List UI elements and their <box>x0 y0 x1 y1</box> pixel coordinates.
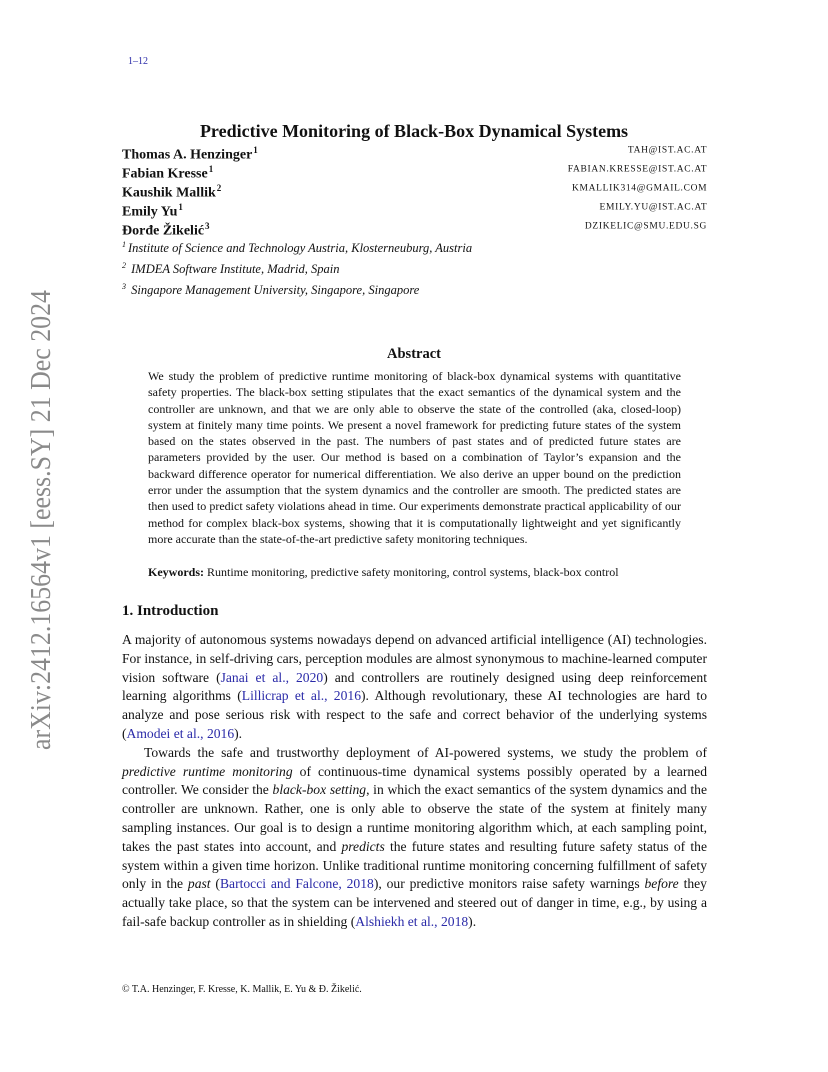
citation-link[interactable]: Amodei et al., 2016 <box>126 725 235 741</box>
author-email: FABIAN.KRESSE@IST.AC.AT <box>567 163 707 175</box>
author-email: EMILY.YU@IST.AC.AT <box>599 201 707 213</box>
author-row <box>122 160 707 182</box>
paper-title: Predictive Monitoring of Black-Box Dynamical Systems <box>199 121 629 141</box>
citation-link[interactable]: Lillicrap et al., 2016 <box>241 688 361 704</box>
author-email: KMALLIK314@GMAIL.COM <box>571 182 707 194</box>
citation-link[interactable]: Alshiekh et al., 2018 <box>355 913 469 929</box>
paragraph: Towards the safe and trustworthy deployment of AI-powered systems, we study the problem of predictive runtime monitoring of continuous-time dynamical systems possibly operated by a learned controller. We consider the black-box setting, in which the exact semantics of the system dynamics and the controller are unknown. Rather, one is only able to observe the state of the system at finitely many sampling instances. Our goal is to design a runtime monitoring algorithm which, at each sampling point, takes the past states into account, and predicts the future states and resulting future safety status of the system within a given time horizon. Unlike traditional runtime monitoring concerning fulfillment of safety only in the past (Bartocci and Falcone, 2018), our predictive monitors raise safety warnings before they actually take place, so that the system can be intervened and steered out of danger in time, e.g., by using a fail-safe backup controller as in shielding (Alshiekh et al., 2018). <box>122 744 707 929</box>
citation-link[interactable]: Bartocci and Falcone, 2018 <box>219 876 374 892</box>
author-name: Đorđe Žikelić$^3$ <box>122 221 210 239</box>
author-row <box>122 179 707 201</box>
author-name: Fabian Kresse$^1$ <box>122 164 214 182</box>
arxiv-identifier: arXiv:2412.16564v1 [eess.SY] 21 Dec 2024 <box>25 290 56 750</box>
author-name: Emily Yu$^1$ <box>122 202 183 220</box>
keywords <box>148 565 688 580</box>
paragraph: A majority of autonomous systems nowadays depend on advanced artificial intelligence (AI) technologies. For instance, in self-driving cars, perception modules are almost synonymous to machine-learned computer vision software (Janai et al., 2020) and controllers are routinely designed using deep reinforcement learning algorithms (Lillicrap et al., 2016). Although revolutionary, these AI technologies are hard to analyze and pose serious risk with respect to the safe and correct behavior of the underlying systems (Amodei et al., 2016). <box>122 632 707 741</box>
affiliation: $^1$ Institute of Science and Technology Austria, Klosterneuburg, Austria <box>122 240 473 256</box>
author-list <box>122 141 707 239</box>
keywords-text: Runtime monitoring, predictive safety monitoring, control systems, black-box control <box>207 565 619 579</box>
affiliation: $^3$ Singapore Management University, Singapore, Singapore <box>122 282 420 298</box>
author-row <box>122 141 707 163</box>
abstract-heading: Abstract <box>387 346 441 362</box>
affiliation: $^2$ IMDEA Software Institute, Madrid, Spain <box>122 261 340 277</box>
introduction-body <box>122 631 707 932</box>
author-email: TAH@IST.AC.AT <box>627 144 707 156</box>
section-heading: 1. Introduction <box>122 603 219 619</box>
copyright-footer: © T.A. Henzinger, F. Kresse, K. Mallik, E. Yu & Đ. Žikelić. <box>122 984 362 995</box>
keywords-label: Keywords: <box>148 565 204 579</box>
abstract-body: We study the problem of predictive runtime monitoring of black-box dynamical systems with quantitative safety properties. The black-box setting stipulates that the exact semantics of the dynamical system and the controller are unknown, and that we are only able to observe the state of the controlled (aka, closed-loop) system at finitely many time points. We present a novel framework for predicting future states of the system based on the states observed in the past. The numbers of past states and of predicted future states are parameters provided by the user. Our method is based on a combination of Taylor’s expansion and the backward difference operator for numerical differentiation. We also derive an upper bound on the prediction error under the assumption that the system dynamics and the controller are smooth. The predicted states are then used to predict safety violations ahead in time. Our experiments demonstrate practical applicability of our method for complex black-box systems, showing that it is computationally lightweight and yet significantly more accurate than the state-of-the-art predictive safety monitoring techniques. <box>148 369 681 546</box>
author-email: DZIKELIC@SMU.EDU.SG <box>584 220 707 232</box>
page-range: 1–12 <box>128 56 148 67</box>
citation-link[interactable]: Janai et al., 2020 <box>220 669 324 685</box>
affiliation-list <box>122 234 707 297</box>
author-name: Thomas A. Henzinger$^1$ <box>122 145 258 163</box>
author-name: Kaushik Mallik$^2$ <box>122 183 222 201</box>
